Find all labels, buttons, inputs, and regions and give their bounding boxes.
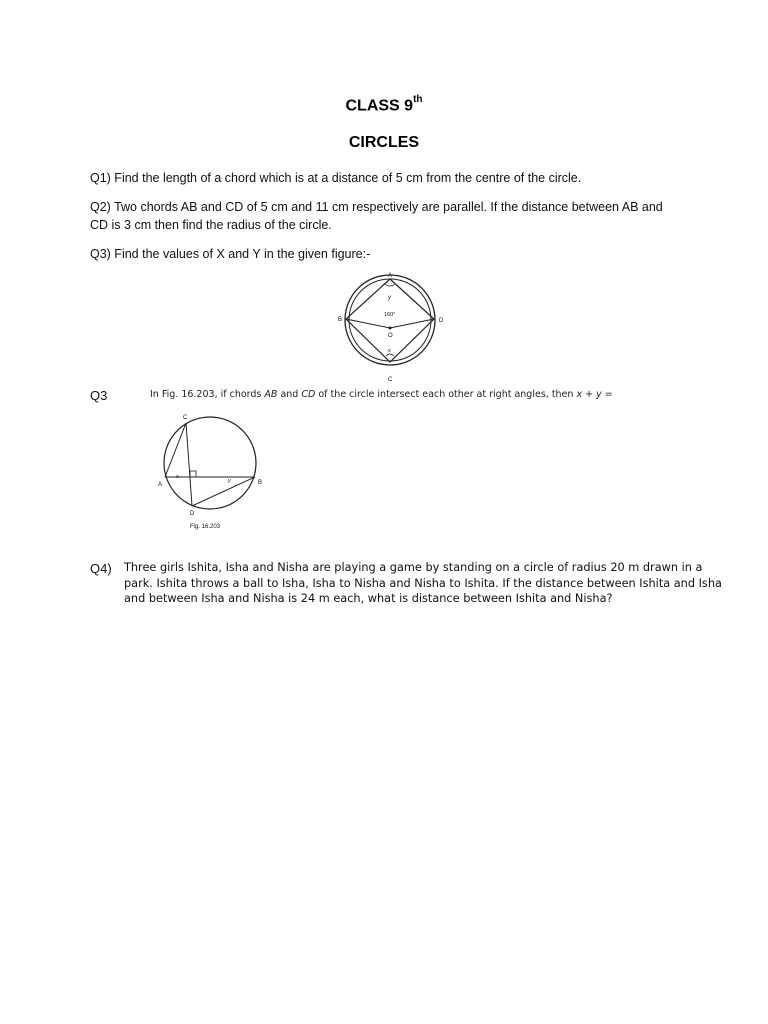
label-c: C — [388, 377, 393, 383]
label-a: A — [388, 273, 393, 279]
label-angle: 160° — [384, 312, 396, 318]
figure-caption: Fig. 16.203 — [190, 524, 221, 530]
angle-arc-x — [386, 354, 394, 356]
topic-heading: CIRCLES — [348, 134, 420, 151]
figure-circle-quadrilateral — [330, 270, 450, 386]
circle-outline — [164, 417, 256, 509]
chord-do — [390, 319, 434, 328]
question-3: Q3) Find the values of X and Y in the given figure:- — [90, 247, 371, 261]
label-b: B — [338, 317, 343, 323]
question-3b-label: Q3 — [90, 388, 108, 403]
label-o: O — [388, 333, 393, 339]
label-d: D — [439, 318, 444, 324]
label-a: A — [158, 482, 163, 488]
question-4-text: Three girls Ishita, Isha and Nisha are playing a game by standing on a circle of radius 20 m drawn in a park. Ishita throws a ball to Isha, Isha to Nisha and Nisha to Ishita. If the distance between Ishita and Isha and between Isha and Nisha is 24 m each, what is distance between Ishita and Nisha? — [124, 561, 722, 605]
label-y: y — [228, 478, 231, 484]
question-1: Q1) Find the length of a chord which is at a distance of 5 cm from the centre of the circle. — [90, 171, 582, 185]
label-b: B — [258, 480, 263, 486]
class-superscript: th — [413, 94, 423, 105]
chord-cd — [186, 423, 192, 506]
class-heading: CLASS 9th — [345, 94, 423, 115]
label-x: x — [176, 474, 179, 480]
label-d: D — [190, 511, 195, 517]
segment-ca — [165, 423, 186, 477]
figure-intersecting-chords — [150, 408, 270, 534]
question-4-label: Q4) — [90, 561, 112, 576]
chord-bo — [346, 319, 390, 328]
label-y: y — [388, 295, 391, 301]
question-2: Q2) Two chords AB and CD of 5 cm and 11 cm respectively are parallel. If the distance between AB and CD is 3 cm then find the radius of the circle. — [90, 200, 663, 232]
angle-arc-y — [385, 284, 395, 286]
label-x: x — [388, 348, 391, 354]
centre-dot — [389, 327, 392, 330]
label-c: C — [183, 415, 188, 421]
right-angle-mark — [190, 471, 196, 477]
question-3b-text: In Fig. 16.203, if chords AB and CD of the circle intersect each other at right angles, then x + y = — [150, 389, 613, 400]
